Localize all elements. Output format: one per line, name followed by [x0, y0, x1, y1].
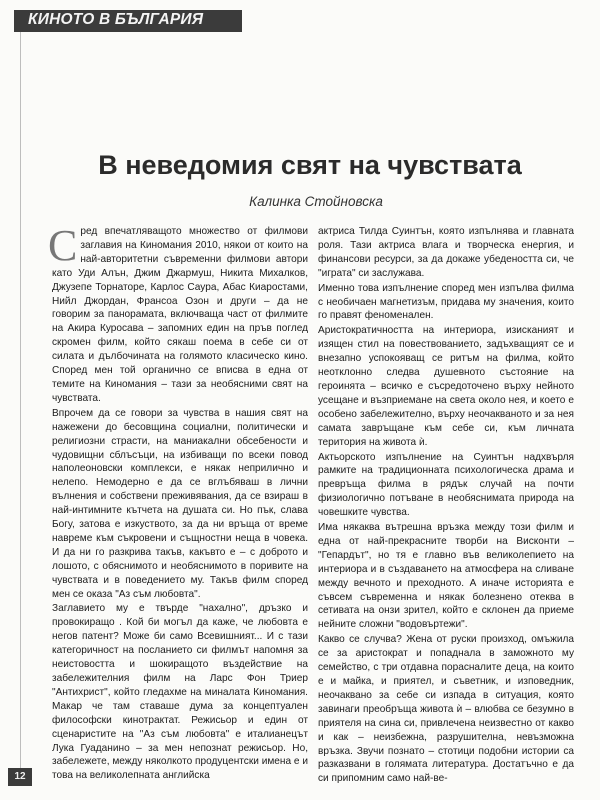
article-paragraph: Какво се случва? Жена от руски произход, омъжила се за аристократ и попаднала в заможното му семейство, с три отдавна порасналите деца, на които е и майка, и приятел, и съветник, и изповедник, неочаквано за себе си изпада в ситуация, която завинаги преобръща живота ѝ – влюбва се безумно в приятеля на сина си, привлечена неизвестно от какво и как – неизбежна, разрушителна, невъзможна връзка. Звучи познато – стотици подобни истории са разказвани в голямата литература. Достатъчно е да си припомним само най-ве-	[318, 634, 574, 785]
section-banner	[14, 10, 242, 32]
section-banner-label: КИНОТО В БЪЛГАРИЯ	[28, 11, 204, 28]
article-column-right	[318, 225, 574, 787]
article-paragraph: Впрочем да се говори за чувства в нашия свят на нажежени до бесовщина социални, политически и религиозни страсти, на маниакални обсебености и чудовищни сблъсъци, на избиващи по всеки повод наполеоновски комплекси, е някак неприлично и нелепо. Немодерно е да се вглъбяваш в лични вълнения и собствени преживявания, да се взираш в най-интимните кътчета на душата си. Но пък, слава Богу, затова е изкуството, за да ни връща от време навреме към съкровени и същностни неща в човека. И да ни го разкрива такъв, какъвто е – с доброто и лошото, с обяснимото и необяснимото в поривите на чувствата и в поведението му. Такъв филм според мен се оказа "Аз съм любовта".	[52, 407, 308, 600]
article-paragraph: Аристократичността на интериора, изисканият и изящен стил на повествованието, задъхващият се и внезапно успокояващ се ритъм на филма, който неотклонно следва душевното състояние на героинята – всичко е съсредоточено върху нейното усещане и възприемане на света около нея, и което е особено забележително, върху неочакваното и за нея самата завръщане към себе си, към личната територия на живота ѝ.	[318, 325, 574, 448]
article-title: В неведомия свят на чувствата	[98, 150, 522, 180]
side-rule	[20, 32, 21, 770]
article-paragraph: Заглавието му е твърде "нахално", дръзко и провокиращо . Кой би могъл да каже, че любовта е негов патент? Може би само Всевишният... И с тази категоричност на посланието си филмът напомня за неистовостта и шокиращото въздействие на забележителния филм на Ларс Фон Триер "Антихрист", който гледахме на миналата Киномания. Макар че там ставаше дума за концептуален философски кинотрактат. Режисьор и един от сценаристите на "Аз съм любовта" е италианецът Лука Гуаданино – за мен непознат режисьор. Но, забележете, между няколкото продуцентски имена е и това на великолепната английска	[52, 603, 308, 782]
paragraph-text: ред впечатляващото множество от филмови заглавия на Киномания 2010, някои от които на най-авторитетни съвременни филмови автори като Уди Алън, Джим Джармуш, Никита Михалков, Джузепе Торнаторе, Карлос Саура, Абас Киаростами, Нийл Джордан, Франсоа Озон и други – да не говорим за панорамата, включваща част от филмите на Акира Куросава – запомних един на пръв поглед скромен филм, който сякаш поема в себе си от силата и дълбочината на голямото класическо кино. Според мен той органично се вписва в една от темите на Киномания – тази за необясними свят на чувствата.	[52, 226, 308, 404]
article-paragraph: Актьорското изпълнение на Суинтън надхвърля рамките на традиционната психологическа драма и превръща филма в рядък случай на почти физиологично потъване в необяснимата природа на човешките чувства.	[318, 451, 574, 519]
article-paragraph: Именно това изпълнение според мен изпълва филма с необичаен магнетизъм, придава му значения, които го правят феноменален.	[318, 282, 574, 322]
article-author: Калинка Стойновска	[249, 194, 383, 209]
drop-cap: С	[48, 221, 78, 270]
article-paragraph	[48, 221, 308, 406]
article-paragraph: Има някаква вътрешна връзка между този филм и една от най-прекрасните творби на Висконти – "Гепардът", но тя е главно във великолепието на интериора и в създаването на атмосфера на сливане между вечното и преходното. А иначе историята е съвсем съвременна и някак болезнено отеква в сетивата на онзи зрител, който е склонен да приеме нейните сложни "водовъртежи".	[318, 522, 574, 631]
article-column-left	[48, 221, 308, 784]
article-paragraph: актриса Тилда Суинтън, която изпълнява и главната роля. Тази актриса влага и творческа енергия, и финансови ресурси, за да докаже убедеността си, че "играта" си заслужава.	[318, 226, 574, 279]
page-number: 12	[8, 768, 32, 786]
